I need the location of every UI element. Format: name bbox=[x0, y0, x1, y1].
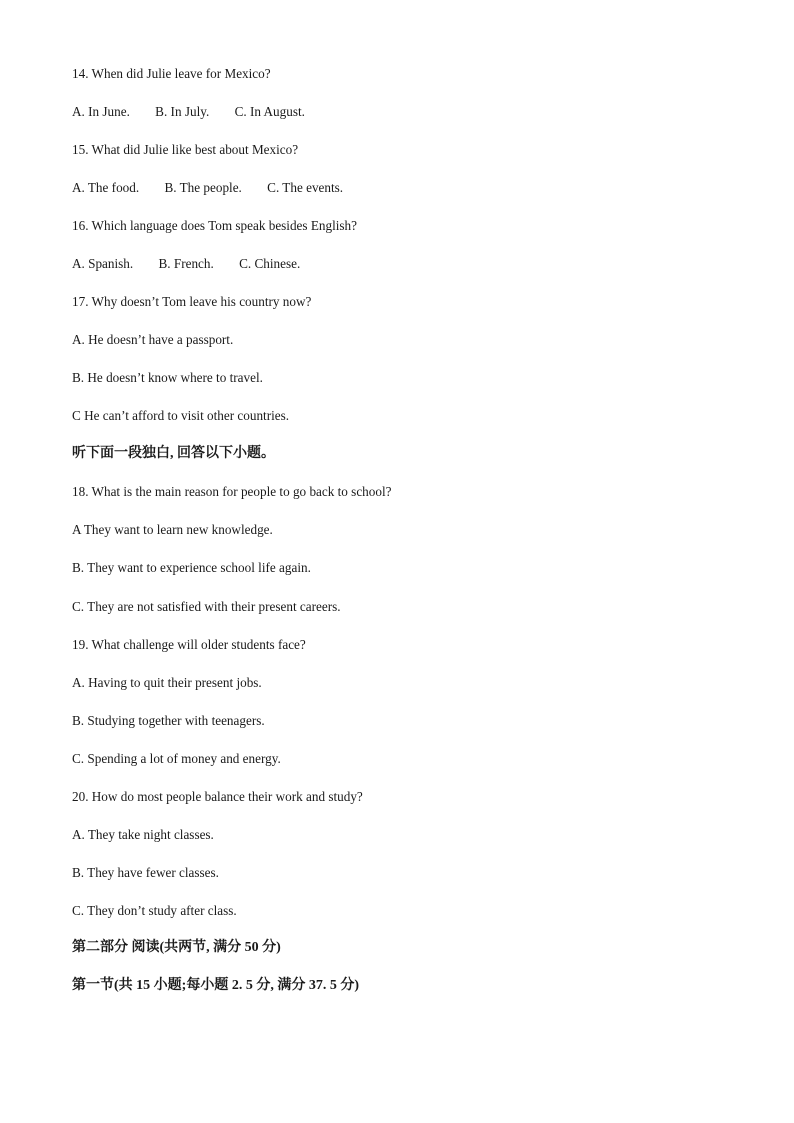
question-18-option-a: A They want to learn new knowledge. bbox=[72, 522, 273, 537]
question-19-stem: 19. What challenge will older students face? bbox=[72, 637, 306, 652]
question-19-option-b: B. Studying together with teenagers. bbox=[72, 713, 265, 728]
option-a: A. Spanish. bbox=[72, 256, 134, 271]
option-c: C. Chinese. bbox=[239, 256, 301, 271]
question-20-stem: 20. How do most people balance their work and study? bbox=[72, 789, 363, 804]
question-15-stem: 15. What did Julie like best about Mexico? bbox=[72, 142, 299, 157]
option-b: B. In July. bbox=[155, 104, 210, 119]
question-18-option-c: C. They are not satisfied with their present careers. bbox=[72, 599, 341, 614]
question-16-stem: 16. Which language does Tom speak besides English? bbox=[72, 218, 357, 233]
option-c: C. The events. bbox=[267, 180, 344, 195]
question-14-options bbox=[72, 104, 305, 120]
option-c: C. In August. bbox=[234, 104, 305, 119]
option-a: A. In June. bbox=[72, 104, 130, 119]
option-b: B. French. bbox=[158, 256, 214, 271]
question-18-option-b: B. They want to experience school life again. bbox=[72, 560, 311, 575]
section-one-heading: 第一节(共 15 小题;每小题 2. 5 分, 满分 37. 5 分) bbox=[72, 978, 359, 993]
question-17-stem: 17. Why doesn’t Tom leave his country now? bbox=[72, 294, 312, 309]
question-18-stem: 18. What is the main reason for people to go back to school? bbox=[72, 484, 392, 499]
question-20-option-a: A. They take night classes. bbox=[72, 827, 214, 842]
option-a: A. The food. bbox=[72, 180, 140, 195]
monologue-instruction-heading: 听下面一段独白, 回答以下小题。 bbox=[72, 446, 275, 461]
question-14-stem: 14. When did Julie leave for Mexico? bbox=[72, 66, 271, 81]
option-b: B. The people. bbox=[164, 180, 242, 195]
question-17-option-a: A. He doesn’t have a passport. bbox=[72, 332, 234, 347]
question-20-option-b: B. They have fewer classes. bbox=[72, 865, 219, 880]
question-17-option-c: C He can’t afford to visit other countries. bbox=[72, 408, 290, 423]
question-20-option-c: C. They don’t study after class. bbox=[72, 903, 237, 918]
question-19-option-a: A. Having to quit their present jobs. bbox=[72, 675, 262, 690]
question-15-options bbox=[72, 180, 343, 196]
question-17-option-b: B. He doesn’t know where to travel. bbox=[72, 370, 263, 385]
question-16-options bbox=[72, 256, 300, 272]
part-two-heading: 第二部分 阅读(共两节, 满分 50 分) bbox=[72, 940, 281, 955]
question-19-option-c: C. Spending a lot of money and energy. bbox=[72, 751, 281, 766]
